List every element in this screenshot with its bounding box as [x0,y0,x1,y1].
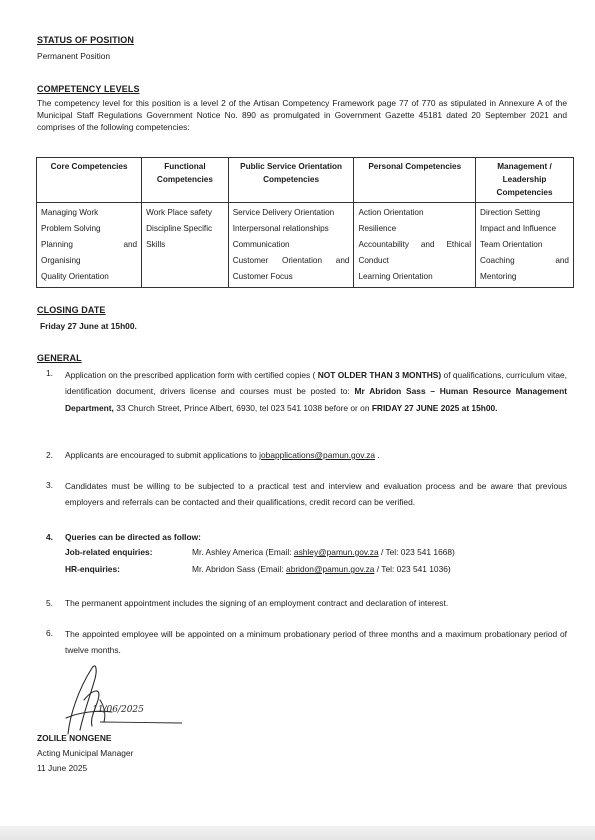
signatory-title: Acting Municipal Manager [37,748,134,758]
competency-heading: COMPETENCY LEVELS [37,84,140,94]
cell-personal: Action Orientation Resilience Accountability and Ethical Conduct Learning Orientation [354,203,476,288]
handwritten-signature [40,660,200,740]
col-core: Core Competencies [37,158,142,203]
closing-heading: CLOSING DATE [37,305,106,315]
job-applications-email-link[interactable]: jobapplications@pamun.gov.za [259,450,376,460]
status-value: Permanent Position [37,51,111,61]
competency-table-header [37,158,574,203]
general-heading: GENERAL [37,353,82,363]
cell-public-service: Service Delivery Orientation Interpersonal relationships Communication Customer Orientation and Customer Focus [228,203,354,288]
col-management: Management / Leadership Competencies [476,158,574,203]
cell-core: Managing Work Problem Solving Planning and Organising Quality Orientation [37,203,142,288]
abridon-email-link[interactable]: abridon@pamun.gov.za [286,564,375,574]
hr-enquiries-label: HR-enquiries: [65,564,120,574]
closing-value: Friday 27 June at 15h00. [40,321,137,331]
col-public-service: Public Service Orientation Competencies [228,158,354,203]
status-heading: STATUS OF POSITION [37,35,134,45]
competency-table [36,157,574,288]
document-page: STATUS OF POSITION Permanent Position COMPETENCY LEVELS The competency level for this position is a level 2 of the Artisan Competency Framework page 77 of 770 as stipulated in Annexure A of the Municipal Staff Regulations Government Notice No. 890 as promulgated in Government Gazette 45181 dated 20 September 2021 and comprises of the following competencies: Core Competencies Functional Competencies Public Service Orientation Competencies Personal Competencies Management / Leadership Competencies Managing Work Problem Solving Planning and Organising Quality Orientation Work Place safety Discipline Specific Skills Service Delivery Orientation Interpersonal relationships Communication Customer Orientation and Customer Focus Action Orientation Resilience Accountability and Ethical Conduct Learning Orientation Direction Setting Impact and Influence Team Orientation Coaching and Mentoring CLOSING DATE Friday 27 June at 15h00. GENERAL 1. Application on the prescribed application form with certified copies ( NOT OLDER THAN 3 MONTHS) of qualifications, curriculum vitae, identification document, drivers license and courses must be posted to: Mr Abridon Sass – Human Resource Management Department, 33 Church Street, Prince Albert, 6930, tel 023 541 1038 before or on FRIDAY 27 JUNE 2025 at 15h00. 2. Applicants are encouraged to submit applications to jobapplications@pamun.gov.za . 3. Candidates must be willing to be subjected to a practical test and interview and evaluation process and be aware that previous employers and referrals can be contacted and their qualifications, credit record can be verified. 4. Queries can be directed as follow: Job-related enquiries: Mr. Ashley America (Email: ashley@pamun.gov.za / Tel: 023 541 1668) HR-enquiries: Mr. Abridon Sass (Email: abridon@pamun.gov.za / Tel: 023 541 1036) 5. The permanent appointment includes the signing of an employment contract and declaration of interest. 6. The appointed employee will be appointed on a minimum probationary period of three months and a maximum probationary period of twelve months. 11/06/2025 ZOLILE NONGENE Acting Municipal Manager 11 June 2025 [0,0,595,840]
competency-intro: The competency level for this position is a level 2 of the Artisan Competency Framework page 77 of 770 as stipulated in Annexure A of the Municipal Staff Regulations Government Notice No. 890 as promulgated in Government Gazette 45181 dated 20 September 2021 and comprises of the following competencies: [37,98,567,133]
page-bottom-edge [0,826,595,840]
signatory-name: ZOLILE NONGENE [37,733,112,743]
competency-table-row [37,203,574,288]
hr-enquiries-contact: Mr. Abridon Sass (Email: abridon@pamun.gov.za / Tel: 023 541 1036) [192,564,451,574]
signature-date: 11 June 2025 [37,763,88,773]
col-functional: Functional Competencies [142,158,229,203]
cell-management: Direction Setting Impact and Influence Team Orientation Coaching and Mentoring [476,203,574,288]
job-enquiries-label: Job-related enquiries: [65,547,153,557]
queries-title: Queries can be directed as follow: [65,532,201,542]
ashley-email-link[interactable]: ashley@pamun.gov.za [293,547,379,557]
cell-functional: Work Place safety Discipline Specific Skills [142,203,229,288]
handwritten-date: 11/06/2025 [92,705,144,715]
job-enquiries-contact: Mr. Ashley America (Email: ashley@pamun.gov.za / Tel: 023 541 1668) [192,547,455,557]
col-personal: Personal Competencies [354,158,476,203]
